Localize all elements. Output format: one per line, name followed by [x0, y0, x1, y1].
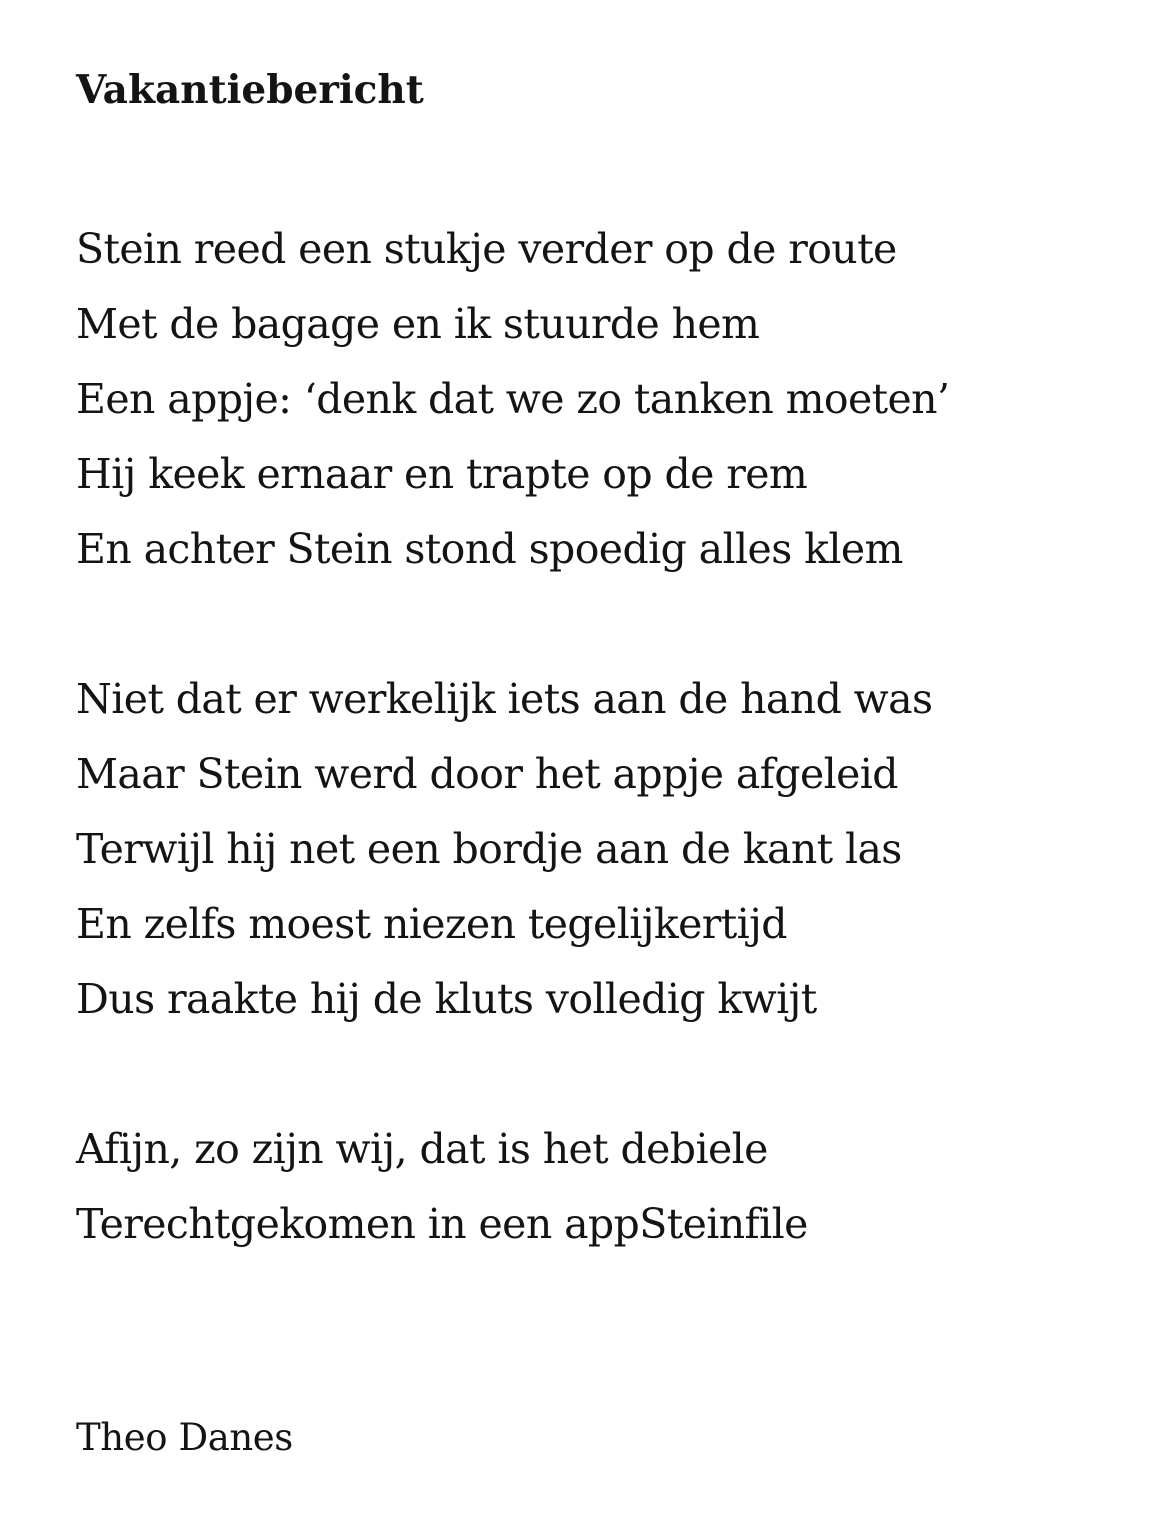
poem-line: Een appje: ‘denk dat we zo tanken moeten’ — [76, 375, 950, 423]
poem-line: Stein reed een stukje verder op de route — [76, 225, 897, 273]
poem-line: Niet dat er werkelijk iets aan de hand was — [76, 675, 933, 723]
stanza-1 — [76, 212, 949, 587]
stanza-3 — [76, 1112, 808, 1262]
poem-line: Maar Stein werd door het appje afgeleid — [76, 750, 898, 798]
poem-line: Afijn, zo zijn wij, dat is het debiele — [76, 1125, 768, 1173]
poem-line: En achter Stein stond spoedig alles klem — [76, 525, 903, 573]
stanza-2 — [76, 662, 932, 1037]
poem-line: Met de bagage en ik stuurde hem — [76, 300, 760, 348]
poem-author: Theo Danes — [76, 1416, 293, 1459]
poem-line: Dus raakte hij de kluts volledig kwijt — [76, 975, 817, 1023]
poem-line: Terwijl hij net een bordje aan de kant las — [76, 825, 902, 873]
poem-line: En zelfs moest niezen tegelijkertijd — [76, 900, 787, 948]
poem-line: Hij keek ernaar en trapte op de rem — [76, 450, 808, 498]
poem-line: Terechtgekomen in een appSteinfile — [76, 1200, 808, 1248]
poem-title: Vakantiebericht — [76, 67, 424, 113]
